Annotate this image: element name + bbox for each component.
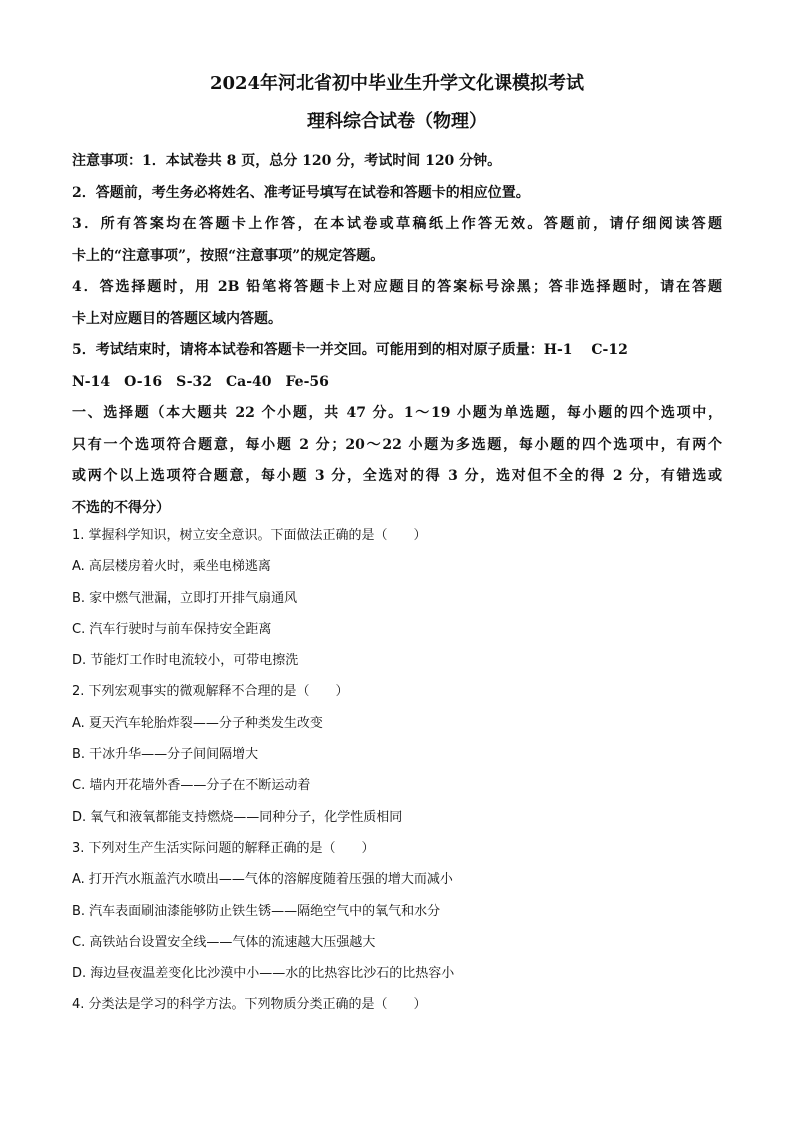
note-line: 3．所有答案均在答题卡上作答，在本试卷或草稿纸上作答无效。答题前，请仔细阅读答题 bbox=[72, 216, 722, 232]
section-heading-line: 不选的不得分） bbox=[72, 499, 170, 516]
note-line: 4．答选择题时，用 2B 铅笔将答题卡上对应题目的答案标号涂黑；答非选择题时，请在答题 bbox=[72, 279, 722, 295]
answer-option: B. 家中燃气泄漏，立即打开排气扇通风 bbox=[72, 590, 298, 606]
answer-option: C. 汽车行驶时与前车保持安全距离 bbox=[72, 621, 272, 637]
note-line: 5．考试结束时，请将本试卷和答题卡一并交回。可能用到的相对原子质量：H-1 C-12 bbox=[72, 342, 628, 358]
answer-option: B. 汽车表面刷油漆能够防止铁生锈——隔绝空气中的氧气和水分 bbox=[72, 903, 441, 919]
note-line: 卡上对应题目的答题区域内答题。 bbox=[72, 310, 282, 327]
page-subtitle: 理科综合试卷（物理） bbox=[307, 111, 487, 132]
section-heading-line: 一、选择题（本大题共 22 个小题，共 47 分。1～19 小题为单选题，每小题的四个选项中， bbox=[72, 405, 722, 421]
note-line: 卡上的“注意事项”，按照“注意事项”的规定答题。 bbox=[72, 247, 385, 264]
section-heading-line: 只有一个选项符合题意，每小题 2 分；20～22 小题为多选题，每小题的四个选项中，有两个 bbox=[72, 436, 722, 453]
note-line: N-14 O-16 S-32 Ca-40 Fe-56 bbox=[72, 373, 329, 390]
question-stem: 2. 下列宏观事实的微观解释不合理的是（ ） bbox=[72, 684, 349, 700]
section-heading-line: 或两个以上选项符合题意，每小题 3 分，全选对的得 3 分，选对但不全的得 2 分，有错选或 bbox=[72, 468, 722, 484]
note-line: 2．答题前，考生务必将姓名、准考证号填写在试卷和答题卡的相应位置。 bbox=[72, 184, 530, 201]
answer-option: D. 海边昼夜温差变化比沙漠中小——水的比热容比沙石的比热容小 bbox=[72, 966, 455, 982]
answer-option: A. 高层楼房着火时，乘坐电梯逃离 bbox=[72, 559, 271, 575]
answer-option: D. 节能灯工作时电流较小，可带电擦洗 bbox=[72, 653, 299, 669]
answer-option: A. 夏天汽车轮胎炸裂——分子种类发生改变 bbox=[72, 715, 323, 731]
question-stem: 1. 掌握科学知识，树立安全意识。下面做法正确的是（ ） bbox=[72, 528, 427, 543]
answer-option: C. 高铁站台设置安全线——气体的流速越大压强越大 bbox=[72, 934, 376, 950]
answer-option: D. 氧气和液氧都能支持燃烧——同种分子，化学性质相同 bbox=[72, 809, 403, 825]
answer-option: A. 打开汽水瓶盖汽水喷出——气体的溶解度随着压强的增大而减小 bbox=[72, 872, 453, 888]
question-stem: 3. 下列对生产生活实际问题的解释正确的是（ ） bbox=[72, 840, 375, 856]
page-title: 2024年河北省初中毕业生升学文化课模拟考试 bbox=[209, 73, 585, 94]
exam-instructions bbox=[72, 146, 722, 524]
answer-option: C. 墙内开花墙外香——分子在不断运动着 bbox=[72, 778, 311, 794]
question-stem: 4. 分类法是学习的科学方法。下列物质分类正确的是（ ） bbox=[72, 997, 427, 1013]
note-line: 注意事项：1．本试卷共 8 页，总分 120 分，考试时间 120 分钟。 bbox=[72, 153, 502, 169]
answer-option: B. 干冰升华——分子间间隔增大 bbox=[72, 747, 259, 763]
question-list bbox=[72, 520, 722, 1021]
